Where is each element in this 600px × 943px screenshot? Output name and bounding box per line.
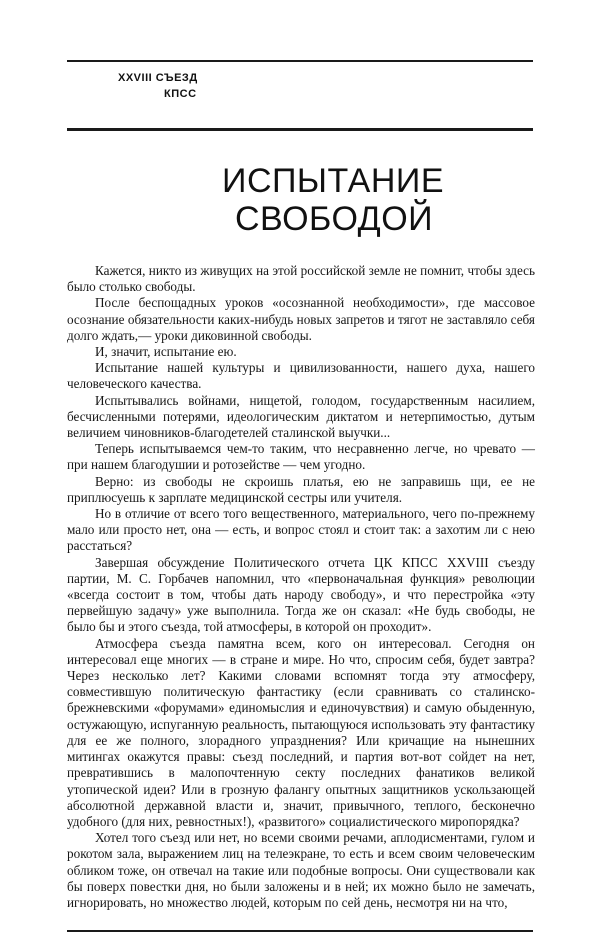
- paragraph: И, значит, испытание ею.: [95, 344, 237, 360]
- article-body: [67, 263, 535, 911]
- paragraph: Испытывались войнами, нищетой, голодом, государственным насилием, бесчисленными потерями, идеологическим диктатом и нетерпимостью, дутым величием чиновников-благодетелей сталинской выучки...: [67, 392, 535, 441]
- paragraph: Теперь испытываемся чем-то таким, что несравненно легче, но чревато — при нашем благодушии и ротозействе — чем угодно.: [67, 441, 535, 473]
- paragraph: После беспощадных уроков «осознанной необходимости», где массовое осознание обязательности каких-нибудь новых запретов и тягот не заставляло себя долго ждать,— уроки диковинной свободы.: [67, 295, 535, 343]
- article-title: [222, 162, 542, 238]
- paragraph: Завершая обсуждение Политического отчета ЦК КПСС XXVIII съезду партии, М. С. Горбачев напомнил, что «первоначальная функция» революции «всегда состоит в том, чтобы дать народу свободу», и что перестройка «эту первейшую задачу» уже выполнила. Тогда же он сказал: «Не будь свободы, не было бы и этого съезда, той атмосферы, в которой он проходит».: [67, 554, 535, 635]
- header-rule: [67, 128, 533, 131]
- paragraph: Но в отличие от всего того вещественного, материального, чего по-прежнему мало или просто нет, она — есть, и вопрос стоял и стоит так: а захотим ли с нею расстаться?: [67, 506, 535, 554]
- paragraph: Кажется, никто из живущих на этой российской земле не помнит, чтобы здесь было столько свободы.: [67, 263, 535, 295]
- rubric-line-2: КПСС: [164, 88, 197, 100]
- paragraph: Верно: из свободы не скроишь платья, ею не заправишь щи, ее не приплюсуешь к зарплате медицинской сестры или учителя.: [67, 473, 535, 505]
- title-line-2: СВОБОДОЙ: [235, 200, 434, 238]
- paragraph: Испытание нашей культуры и цивилизованности, нашего духа, нашего человеческого качества.: [67, 360, 535, 392]
- paragraph: Хотел того съезд или нет, но всеми своими речами, аплодисментами, гулом и рокотом зала, выражением лиц на телеэкране, то есть и всем своим человеческим обликом тоже, он отвечал на такие или подобные вопросы. Они существовали как бы поверх повестки дня, но были заложены и в ней; их можно было не замечать, игнорировать, но множество людей, которым по сей день, несмотря ни на что,: [67, 830, 535, 910]
- paragraph: Атмосфера съезда памятна всем, кого он интересовал. Сегодня он интересовал еще многих — в стране и мире. Но что, спросим себя, будет завтра? Через несколько лет? Какими словами вспомнят тогда эту атмосферу, совместившую политическую фантастику (если сравнивать со сталинско-брежневскими «форумами» единомыслия и единочувствия) и самую обыденную, остужающую, испуганную реальность, пытающуюся использовать эту фантастику для ее же полного, злорадного упразднения? Или кричащие на нынешних митингах окажутся правы: съезд последний, и партия вот-вот сойдет на нет, превратившись в малопочтенную секту последних фанатиков великой утопической идеи? Или в грозную фалангу опытных защитников ускользающей абсолютной державной власти и, значит, привычного, теплого, бесконечно удобного (для них, ревностных!), «развитого» социалистического миропорядка?: [67, 635, 535, 829]
- title-line-1: ИСПЫТАНИЕ: [222, 162, 445, 200]
- section-rubric: [118, 70, 258, 102]
- rubric-line-1: XXVIII СЪЕЗД: [118, 72, 198, 84]
- bottom-rule: [67, 930, 533, 932]
- top-rule: [67, 60, 533, 62]
